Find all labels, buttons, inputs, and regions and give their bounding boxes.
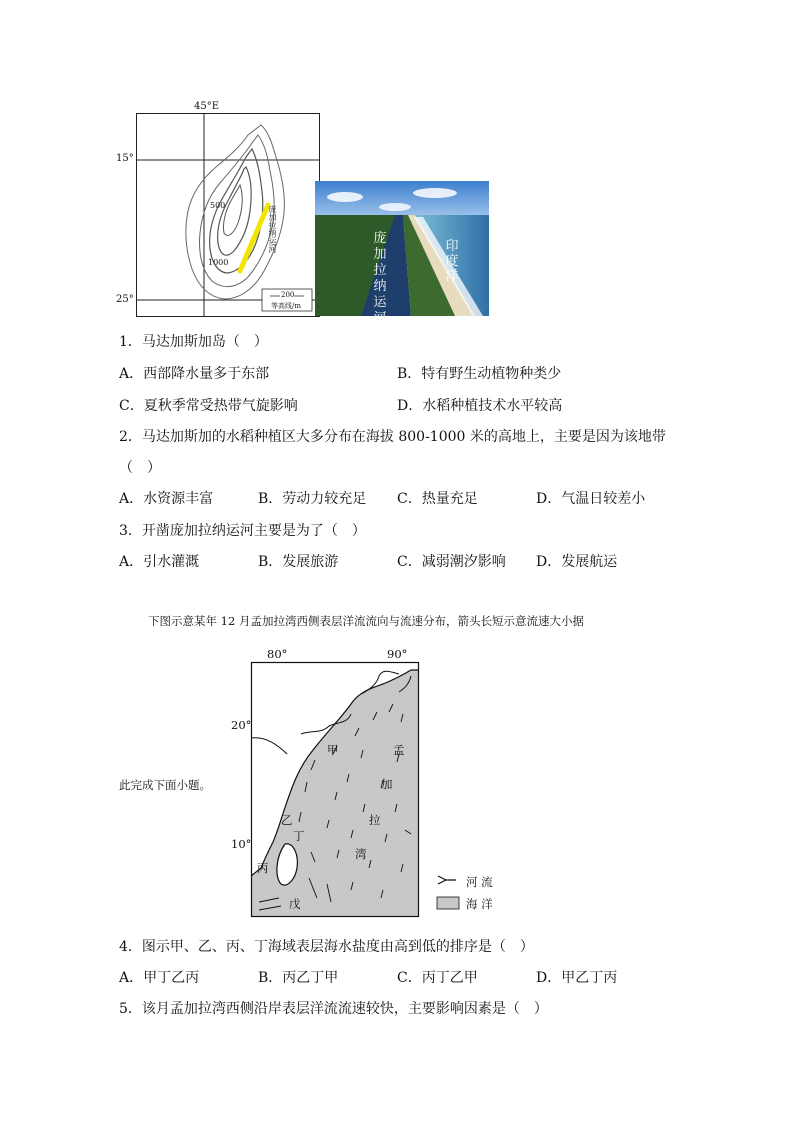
- q2-option-b: B．劳动力较充足: [258, 491, 367, 507]
- bay-name-char-1: 孟: [393, 743, 405, 757]
- lat-20-label: 20°: [231, 718, 252, 732]
- photo-canal-char: 运: [373, 295, 387, 310]
- bay-name-char-2: 加: [381, 777, 393, 791]
- photo-canal-label: [373, 231, 387, 327]
- lon-label: 45°E: [194, 101, 220, 112]
- q5-stem: 5．该月孟加拉湾西侧沿岸表层洋流流速较快，主要影响因素是（ ）: [119, 1001, 548, 1017]
- photo-canal-char: 加: [373, 247, 387, 262]
- q4-option-d: D．甲乙丁丙: [536, 970, 618, 986]
- contour-1000-label: 1000: [208, 258, 229, 267]
- photo-ocean-char: 洋: [445, 269, 459, 284]
- photo-canal-char: 庞: [373, 231, 387, 246]
- q1-stem: 1．马达加斯加岛（ ）: [119, 334, 268, 350]
- legend-ocean: 海 洋: [466, 897, 493, 911]
- q3-option-c: C．减弱潮汐影响: [397, 554, 506, 570]
- canal-map-label: 庞加拉纳运河: [268, 205, 277, 253]
- q4-option-b: B．丙乙丁甲: [258, 970, 339, 986]
- legend-text: 等高线/m: [271, 302, 301, 310]
- photo-canal-char: 河: [373, 311, 387, 326]
- intro-line2: 此完成下面小题。: [119, 778, 211, 792]
- lon-90-label: 90°: [387, 647, 408, 661]
- lon-80-label: 80°: [267, 647, 288, 661]
- q2-stem-line1: 2．马达加斯加的水稻种植区大多分布在海拔 800-1000 米的高地上，主要是因为该地带: [119, 429, 666, 445]
- q4-stem: 4．图示甲、乙、丙、丁海域表层海水盐度由高到低的排序是（ ）: [119, 939, 534, 955]
- q1-option-c: C．夏秋季常受热带气旋影响: [119, 398, 298, 414]
- q2-option-d: D．气温日较差小: [536, 491, 646, 507]
- legend-value: 200: [281, 291, 295, 299]
- q4-option-c: C．丙丁乙甲: [397, 970, 478, 986]
- legend-river: 河 流: [466, 875, 493, 889]
- q2-option-a: A．水资源丰富: [119, 491, 214, 507]
- lat-bottom-label: 25°: [116, 294, 134, 305]
- label-jia: 甲: [327, 743, 339, 757]
- figure2-legend: [436, 872, 516, 912]
- q3-option-b: B．发展旅游: [258, 554, 339, 570]
- bay-name-char-4: 湾: [355, 847, 367, 861]
- label-ding: 丁: [293, 829, 305, 843]
- q1-option-a: A．西部降水量多于东部: [119, 366, 270, 382]
- q4-option-a: A．甲丁乙丙: [119, 970, 200, 986]
- intro-line1: 下图示意某年 12 月孟加拉湾西侧表层洋流流向与流速分布，箭头长短示意流速大小据: [148, 614, 584, 628]
- label-wu: 戊: [289, 897, 301, 911]
- bay-of-bengal-map: [231, 647, 419, 917]
- q1-option-b: B．特有野生动植物种类少: [397, 366, 562, 382]
- label-yi: 乙: [281, 813, 293, 827]
- q3-stem: 3．开凿庞加拉纳运河主要是为了（ ）: [119, 523, 366, 539]
- contour-500-label: 500: [210, 201, 226, 210]
- photo-canal-char: 纳: [373, 279, 387, 294]
- bay-name-char-3: 拉: [369, 813, 381, 827]
- label-bing: 丙: [257, 861, 269, 875]
- q3-option-a: A．引水灌溉: [119, 554, 200, 570]
- photo-ocean-label: [445, 239, 459, 284]
- q1-option-d: D．水稻种植技术水平较高: [397, 398, 563, 414]
- canal-photo: [315, 181, 489, 326]
- lat-top-label: 15°: [116, 153, 134, 164]
- q2-stem-line2: （ ）: [119, 460, 161, 476]
- lat-10-label: 10°: [231, 837, 252, 851]
- photo-canal-char: 拉: [373, 263, 387, 278]
- q3-option-d: D．发展航运: [536, 554, 618, 570]
- madagascar-map: [116, 101, 320, 317]
- photo-ocean-char: 印: [445, 239, 459, 254]
- photo-ocean-char: 度: [445, 254, 459, 269]
- q2-option-c: C．热量充足: [397, 491, 478, 507]
